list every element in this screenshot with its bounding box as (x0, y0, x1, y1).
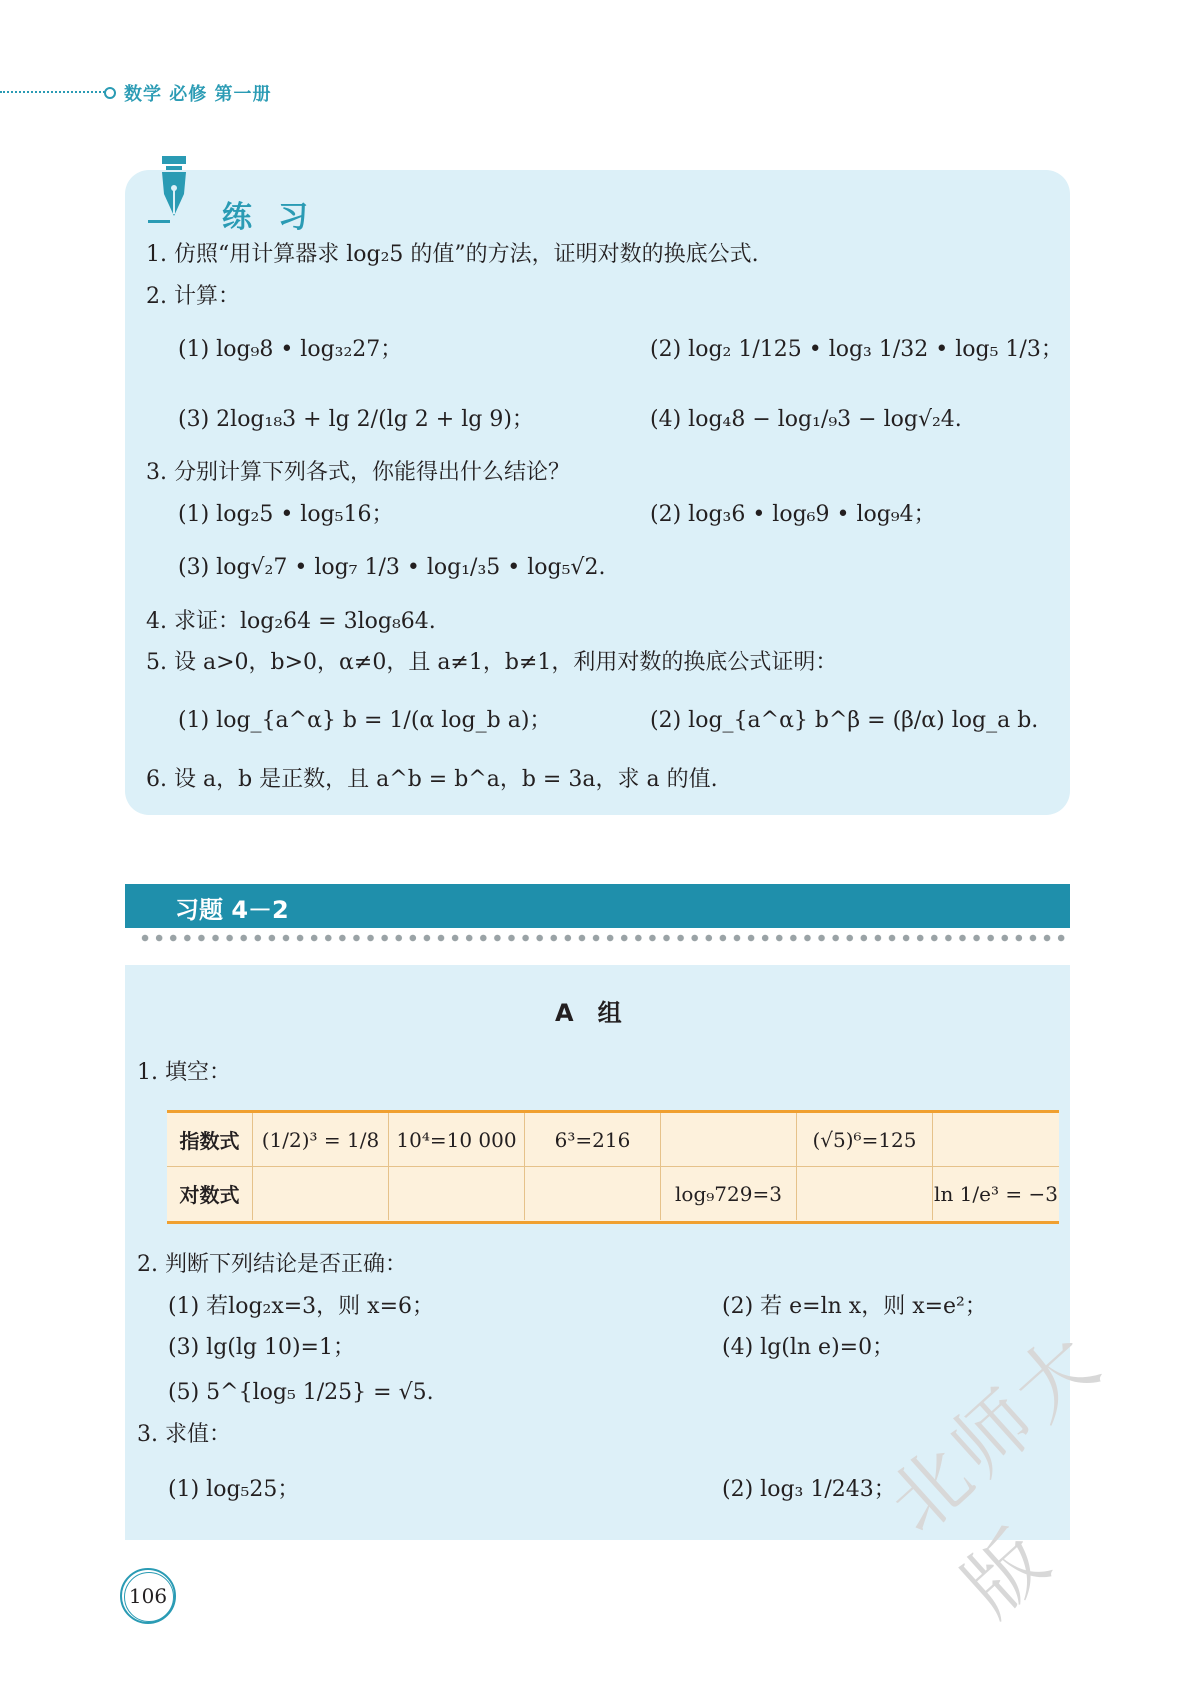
exercise-3-item-1: (1) log₅25； (168, 1477, 300, 1502)
page-number: 106 (120, 1568, 176, 1624)
practice-item-3: 3. 分别计算下列各式，你能得出什么结论？ (146, 460, 570, 485)
header-rule (0, 91, 108, 93)
table-row-logarithm (167, 1167, 1059, 1220)
table-cell: ln 1/e³ = −3 (934, 1181, 1058, 1206)
exercise-2-item-5: (5) 5^{log₅ 1/25} = √5. (168, 1380, 434, 1405)
practice-item-6: 6. 设 a，b 是正数，且 a^b = b^a，b = 3a，求 a 的值. (146, 767, 718, 792)
table-cell: 10⁴=10 000 (389, 1113, 525, 1166)
practice-item-5-1: (1) log_{a^α} b = 1/(α log_b a)； (178, 708, 552, 733)
exercise-2-label: 2. 判断下列结论是否正确： (137, 1252, 407, 1277)
table-cell: (1/2)³ = 1/8 (253, 1113, 389, 1166)
practice-item-1 (146, 240, 759, 270)
table-cell: log₉729=3 (661, 1167, 797, 1220)
table-cell (933, 1113, 1059, 1166)
exercise-2-item-4: (4) lg(ln e)=0； (722, 1335, 895, 1360)
practice-item-4: 4. 求证：log₂64 = 3log₈64. (146, 609, 436, 634)
practice-item-2-4: (4) log₄8 − log₁/₉3 − log√₂4. (650, 407, 962, 432)
table-cell: (√5)⁶=125 (797, 1113, 933, 1166)
practice-item-3-1: (1) log₂5 • log₅16； (178, 502, 394, 527)
table-cell (253, 1167, 389, 1220)
table-row-header: 指数式 (167, 1113, 253, 1166)
table-cell (797, 1167, 933, 1220)
practice-item-5-2: (2) log_{a^α} b^β = (β/α) log_a b. (650, 708, 1039, 733)
practice-item-2-2: (2) log₂ 1/125 • log₃ 1/32 • log₅ 1/3； (650, 337, 1063, 362)
exercise-3-label: 3. 求值： (137, 1422, 231, 1447)
table-cell (389, 1167, 525, 1220)
practice-item-3-2: (2) log₃6 • log₆9 • log₉4； (650, 502, 936, 527)
header-dot-icon (104, 87, 116, 99)
section-title: 习题 4－2 (175, 896, 289, 924)
table-row-exponential (167, 1113, 1059, 1167)
dotted-divider (138, 934, 1068, 942)
exercise-3-item-2: (2) log₃ 1/243； (722, 1477, 896, 1502)
practice-title: 练习 (222, 200, 334, 235)
table-cell (525, 1167, 661, 1220)
group-title: A组 (555, 999, 646, 1027)
table-row-header: 对数式 (167, 1167, 253, 1220)
exercise-2-item-3: (3) lg(lg 10)=1； (168, 1335, 355, 1360)
table-cell (661, 1113, 797, 1166)
practice-item-1-text: 1. 仿照“用计算器求 log₂5 的值”的方法，证明对数的换底公式. (146, 242, 759, 267)
header-title: 数学 必修 第一册 (124, 84, 272, 105)
practice-item-3-3: (3) log√₂7 • log₇ 1/3 • log₁/₃5 • log₅√2. (178, 555, 606, 580)
exercise-1-label: 1. 填空： (137, 1060, 231, 1085)
practice-item-2-3: (3) 2log₁₈3 + lg 2/(lg 2 + lg 9)； (178, 407, 534, 432)
exercise-2-item-2: (2) 若 e=ln x，则 x=e²； (722, 1294, 987, 1319)
pen-nib-icon (148, 154, 206, 230)
practice-item-5: 5. 设 a>0，b>0，α≠0，且 a≠1，b≠1，利用对数的换底公式证明： (146, 650, 838, 675)
fill-table (167, 1110, 1059, 1224)
practice-item-2-1: (1) log₉8 • log₃₂27； (178, 337, 403, 362)
practice-item-2: 2. 计算： (146, 284, 240, 309)
table-cell: 6³=216 (525, 1113, 661, 1166)
watermark: 北师大版 (872, 1314, 1120, 1634)
exercise-2-item-1: (1) 若log₂x=3，则 x=6； (168, 1294, 435, 1319)
